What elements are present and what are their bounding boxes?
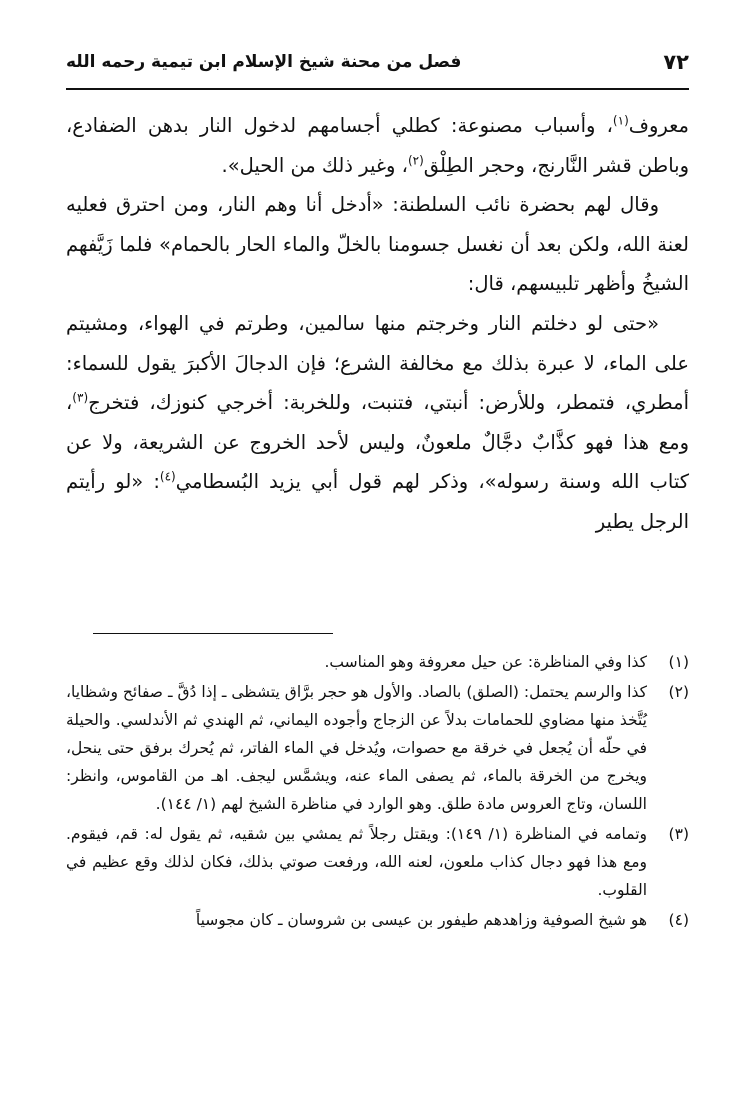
footnotes (66, 648, 689, 936)
footnote-number: (١) (668, 653, 689, 671)
footnote-separator (93, 633, 333, 634)
page-header (66, 44, 689, 84)
header-rule (66, 88, 689, 90)
footnote-number: (٣) (668, 825, 689, 843)
footnote-ref-3: (٣) (72, 390, 89, 405)
footnote-4 (66, 906, 689, 934)
footnote-3 (66, 820, 689, 904)
footnote-number: (٤) (668, 911, 689, 929)
footnote-ref-2: (٢) (407, 153, 424, 168)
footnote-2 (66, 678, 689, 818)
paragraph-3-end: : «لو رأيتم الرجل يطير (66, 470, 689, 533)
paragraph-1-middle: ، وأسباب مصنوعة: كطلي أجسامهم لدخول النار بدهن الضفادع، وباطن قشر النَّارنج، وحجر الطِلْق (66, 114, 689, 177)
paragraph-2: وقال لهم بحضرة نائب السلطنة: «أدخل أنا وهم النار، ومن احترق فعليه لعنة الله، ولكن بعد أن نغسل جسومنا بالخلّ والماء الحار بالحمام» فلما زَيَّفهم الشيخُ وأظهر تلبيسهم، قال: (66, 193, 689, 296)
paragraph-3 (66, 304, 689, 542)
footnote-1 (66, 648, 689, 676)
footnote-text: كذا والرسم يحتمل: (الصلق) بالصاد. والأول هو حجر برَّاق يتشظى ـ إذا دُقَّ ـ صفائح وشظايا، يُتَّخذ منها مضاوي للحمامات بدلاً عن الزجاج وأجوده اليماني، ثم الهندي ثم الأندلسي. والحيلة في حلّه أن يُجعل في خرقة مع حصوات، ويُدخل في الماء الفاتر، ثم يُحرك برفق حتى ينحل، ويخرج من الخرقة بالماء، ثم يصفى الماء عنه، ويشمَّس ليجف. اهـ من القاموس، وانظر: اللسان، وتاج العروس مادة طلق. وهو الوارد في مناظرة الشيخ لهم (١/ ١٤٤). (66, 683, 647, 813)
running-title: فصل من محنة شيخ الإسلام ابن تيمية رحمه الله (66, 52, 462, 72)
paragraph-1-end: ، وغير ذلك من الحيل». (221, 153, 408, 177)
footnote-text: وتمامه في المناظرة (١/ ١٤٩): ويقتل رجلاً ثم يمشي بين شقيه، ثم يقول له: قم، فيقوم. ومع هذا فهو دجال كذاب ملعون، لعنه الله، ورفعت صوتي بذلك، فكان لذلك وقع عظيم في القلوب. (66, 825, 648, 899)
paragraph-1-start: معروف (628, 114, 689, 137)
paragraph-3-middle: ، ومع هذا فهو كذَّابٌ دجَّالٌ ملعونٌ، وليس لأحد الخروج عن الشريعة، ولا عن كتاب الله وسنة رسوله»، وذكر لهم قول أبي يزيد البُسطامي (66, 391, 689, 494)
footnote-text: كذا وفي المناظرة: عن حيل معروفة وهو المناسب. (324, 653, 647, 671)
footnote-ref-4: (٤) (159, 469, 176, 484)
paragraph-3-start: «حتى لو دخلتم النار وخرجتم منها سالمين، وطرتم في الهواء، ومشيتم على الماء، لا عبرة بذلك مع مخالفة الشرع؛ فإن الدجالَ الأكبرَ يقول للسماء: أمطري، فتمطر، وللأرض: أنبتي، فتنبت، وللخربة: أخرجي كنوزك، فتخرج (66, 311, 689, 415)
page-number: ٧٢ (663, 50, 689, 74)
paragraph-1 (66, 106, 689, 185)
footnote-ref-1: (١) (612, 113, 629, 128)
footnote-text: هو شيخ الصوفية وزاهدهم طيفور بن عيسى بن شروسان ـ كان مجوسياً (195, 911, 647, 929)
footnote-number: (٢) (668, 683, 689, 701)
main-text (66, 106, 689, 542)
